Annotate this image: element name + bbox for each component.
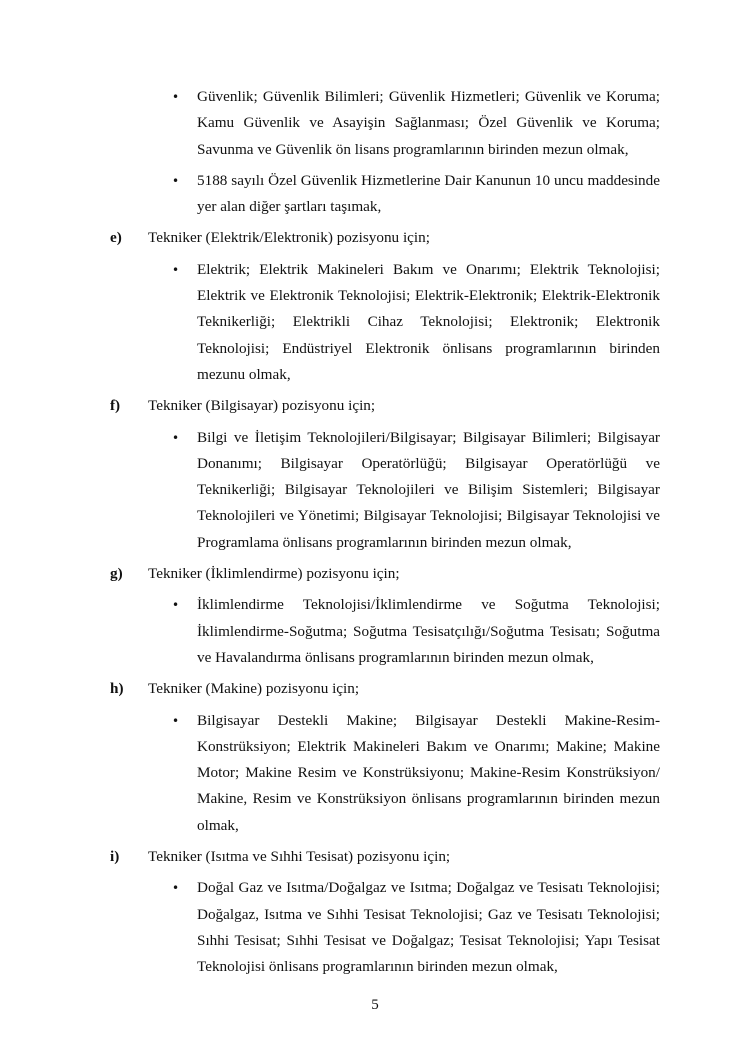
bullet-icon: • [172,90,180,104]
bullet-item-computer [172,425,660,556]
bullet-icon: • [172,430,180,445]
bullet-icon: • [172,262,180,277]
bullet-text: Bilgisayar Destekli Makine; Bilgisayar Destekli Makine-Resim-Konstrüksiyon; Elektrik Makineleri Bakım ve Onarımı; Makine; Makine Motor; Makine Resim ve Konstrüksiyonu; Makine-Resim Konstrüksiyon/ Makine, Resim ve Konstrüksiyon önlisans programlarının birinden mezun olmak, [197,711,660,834]
page-number: 5 [371,997,379,1013]
section-title: Tekniker (Makine) pozisyonu için; [148,680,360,698]
section-letter: g) [110,565,123,583]
section-letter: f) [110,397,121,415]
section-title: Tekniker (Elektrik/Elektronik) pozisyonu için; [148,229,430,247]
bullet-text: Doğal Gaz ve Isıtma/Doğalgaz ve Isıtma; Doğalgaz ve Tesisatı Teknolojisi; Doğalgaz, Isıtma ve Sıhhi Tesisat Teknolojisi; Gaz ve Tesisatı Teknolojisi; Sıhhi Tesisat; Sıhhi Tesisat ve Doğalgaz; Tesisat Teknolojisi; Yapı Tesisat Teknolojisi önlisans programlarının birinden mezun olmak, [197,879,660,976]
bullet-icon: • [172,713,180,728]
section-letter: e) [110,229,122,247]
section-heading-e [110,225,750,251]
bullet-text: Güvenlik; Güvenlik Bilimleri; Güvenlik Hizmetleri; Güvenlik ve Koruma; Kamu Güvenlik ve Asayişin Sağlanması; Özel Güvenlik ve Koruma; Savunma ve Güvenlik ön lisans programlarının birinden mezun olmak, [197,88,660,158]
section-heading-g [110,561,750,587]
section-letter: i) [110,848,120,866]
section-title: Tekniker (Bilgisayar) pozisyonu için; [148,397,376,415]
section-heading-f [110,393,750,419]
section-letter: h) [110,680,124,698]
bullet-text: Bilgi ve İletişim Teknolojileri/Bilgisayar; Bilgisayar Bilimleri; Bilgisayar Donanımı; Bilgisayar Operatörlüğü; Bilgisayar Operatörlüğü ve Teknikerliği; Bilgisayar Teknolojileri ve Bilişim Sistemleri; Bilgisayar Teknolojileri ve Yönetimi; Bilgisayar Teknolojisi; Bilgisayar Teknolojisi ve Programlama önlisans programlarının birinden mezun olmak, [197,428,660,551]
page-content [0,84,750,981]
bullet-item-machine [172,708,660,839]
bullet-item-5188-law [172,168,660,221]
bullet-item-heating [172,875,660,980]
bullet-item-electric [172,257,660,388]
bullet-text: İklimlendirme Teknolojisi/İklimlendirme ve Soğutma Teknolojisi; İklimlendirme-Soğutma; Soğutma Tesisatçılığı/Soğutma Tesisatı; Soğutma ve Havalandırma önlisans programlarının birinden mezun olmak, [197,596,660,666]
section-heading-h [110,676,750,702]
section-heading-i [110,844,750,870]
bullet-text: Elektrik; Elektrik Makineleri Bakım ve Onarımı; Elektrik Teknolojisi; Elektrik ve Elektronik Teknolojisi; Elektrik-Elektronik; Elektrik-Elektronik Teknikerliği; Elektrikli Cihaz Teknolojisi; Elektronik; Elektronik Teknolojisi; Endüstriyel Elektronik önlisans programlarının birinden mezunu olmak, [197,260,660,383]
section-title: Tekniker (Isıtma ve Sıhhi Tesisat) pozisyonu için; [148,848,451,866]
bullet-icon: • [172,173,180,188]
bullet-icon: • [172,881,180,896]
bullet-icon: • [172,598,180,613]
section-title: Tekniker (İklimlendirme) pozisyonu için; [148,565,400,583]
bullet-text: 5188 sayılı Özel Güvenlik Hizmetlerine Dair Kanunun 10 uncu maddesinde yer alan diğer şartları taşımak, [197,171,660,216]
bullet-item-hvac [172,592,660,671]
bullet-item-security-programs [172,84,660,163]
